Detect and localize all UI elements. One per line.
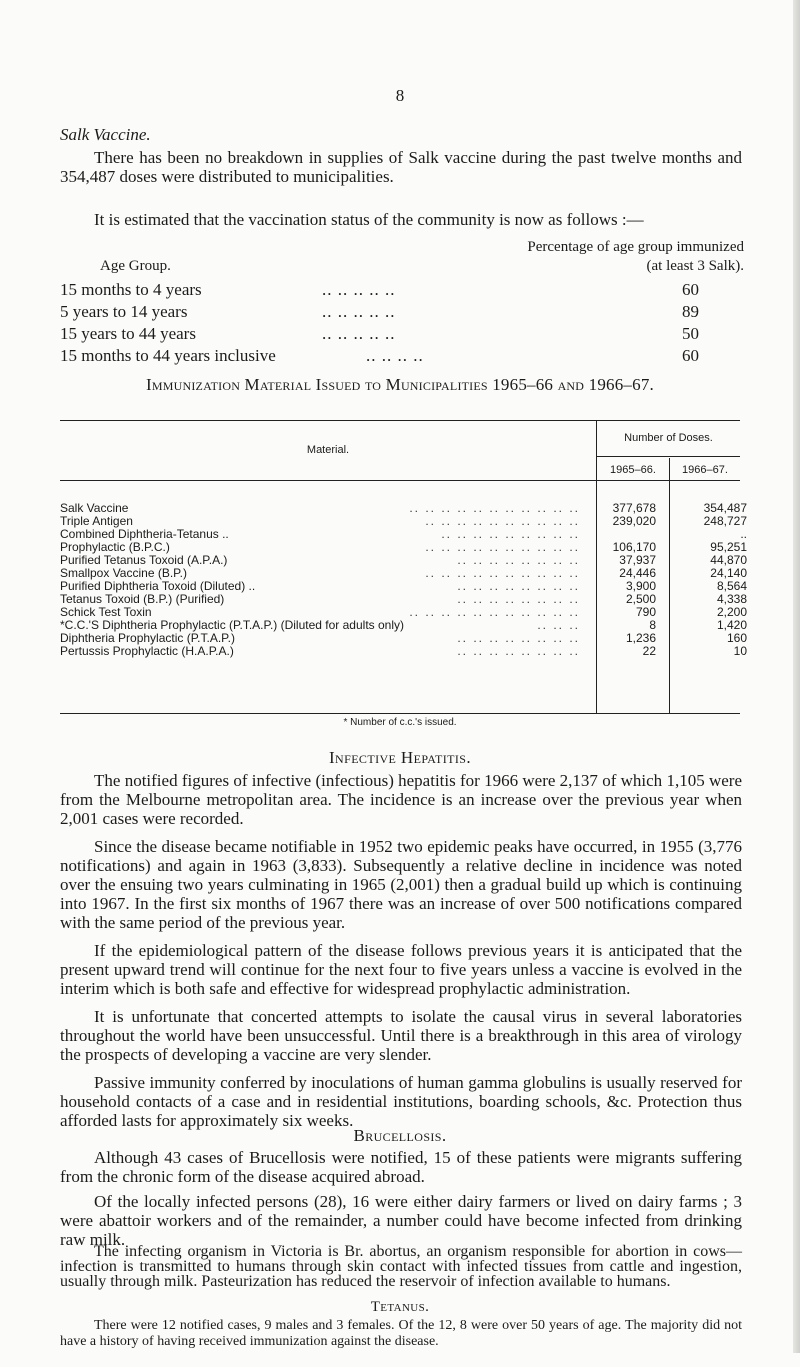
brucellosis-paragraph-3-wrap [60, 1244, 742, 1289]
table-row: .. .. .. *C.C.'S Diphtheria Prophylactic (P.T.A.P.) (Diluted for adults only) 8 1,420 [60, 618, 747, 632]
brucellosis-heading: Brucellosis. [353, 1126, 447, 1145]
age-row: 15 months to 44 years inclusive .. .. .. .. 60 [60, 346, 699, 365]
table-row: .. .. .. .. .. .. .. .. Purified Diphtheria Toxoid (Diluted) .. 3,900 8,564 [60, 579, 747, 593]
year-1966-67-header: 1966–67. [682, 464, 728, 476]
page-edge [793, 0, 800, 1353]
table-row: .. .. .. .. .. .. .. .. .. .. .. Schick Test Toxin 790 2,200 [60, 605, 747, 619]
tetanus-paragraph [60, 1318, 742, 1350]
immunization-table [60, 420, 747, 713]
table-row: .. .. .. .. .. .. .. .. Diphtheria Prophylactic (P.T.A.P.) 1,236 160 [60, 631, 747, 645]
table-bottom-rule [60, 713, 740, 714]
salk-heading: Salk Vaccine. [60, 125, 151, 144]
brucellosis-paragraph-text: The infecting organism in Victoria is Br. abortus, an organism responsible for abortion in cows—infection is transmitted to humans through skin contact with infected tissues from cattle and ingestion, usually through milk. Pasteurization has reduced the reservoir of infection available to humans. [60, 1243, 742, 1290]
brucellosis-paragraph [60, 1244, 742, 1289]
table-row: .. .. .. .. .. .. .. .. Tetanus Toxoid (B.P.) (Purified) 2,500 4,338 [60, 592, 747, 606]
doses-column-header: Number of Doses. [624, 432, 713, 444]
immunization-table-title: Immunization Material Issued to Municipalities 1965–66 and 1966–67. [146, 375, 654, 394]
table-row: .. .. .. .. .. .. .. .. Pertussis Prophylactic (H.A.P.A.) 22 10 [60, 644, 747, 658]
age-row: 15 years to 44 years .. .. .. .. .. 50 [60, 324, 699, 343]
tetanus-paragraph-text: There were 12 notified cases, 9 males and 3 females. Of the 12, 8 were over 50 years of age. The majority did not have a history of having received immunization against the disease. [60, 1318, 742, 1349]
hepatitis-paragraph: Since the disease became notifiable in 1952 two epidemic peaks have occurred, in 1955 (3,776 notifications) and again in 1963 (3,833). Subsequently a relative decline in incidence was noted over the ensuing two years culminating in 1965 (2,001) then a gradual build up which is continuing into 1967. In the first six months of 1967 there was an increase of over 500 notifications compared with the same period of the previous year. [60, 837, 742, 932]
age-table-header-percentage: Percentage of age group immunized (at least 3 Salk). [527, 239, 744, 274]
brucellosis-paragraph: Of the locally infected persons (28), 16 were either dairy farmers or lived on dairy farms ; 3 were abattoir workers and of the remainder, a number could have become infected from drinking raw milk. [60, 1192, 742, 1249]
table-row: .. .. .. .. .. .. .. .. .. Combined Diphtheria-Tetanus .. .. [60, 527, 747, 541]
table-row: .. .. .. .. .. .. .. .. Purified Tetanus Toxoid (A.P.A.) 37,937 44,870 [60, 553, 747, 567]
age-row: 15 months to 4 years .. .. .. .. .. 60 [60, 280, 699, 299]
salk-paragraph-2: It is estimated that the vaccination status of the community is now as follows :— [94, 210, 644, 229]
hepatitis-paragraph: The notified figures of infective (infectious) hepatitis for 1966 were 2,137 of which 1,105 were from the Melbourne metropolitan area. The incidence is an increase over the previous year when 2,001 cases were recorded. [60, 771, 742, 828]
material-column-header: Material. [306, 444, 350, 456]
hepatitis-paragraph: It is unfortunate that concerted attempts to isolate the causal virus in several laboratories throughout the world have been unsuccessful. Until there is a breakthrough in this area of virology the prospects of developing a vaccine are very slender. [60, 1007, 742, 1064]
hepatitis-paragraph: If the epidemiological pattern of the disease follows previous years it is anticipated that the present upward trend will continue for the next four to five years unless a vaccine is evolved in the interim which is both safe and effective for widespread prophylactic administration. [60, 941, 742, 998]
tetanus-final [60, 1318, 742, 1357]
brucellosis-paragraph: Although 43 cases of Brucellosis were notified, 15 of these patients were migrants suffering from the chronic form of the disease acquired abroad. [60, 1148, 742, 1186]
tetanus-heading-label: Tetanus. [370, 1299, 430, 1315]
doses-header-rule [597, 456, 740, 457]
year-1965-66-header: 1965–66. [610, 464, 656, 476]
header-bottom-rule [60, 480, 740, 481]
table-top-rule [60, 420, 740, 421]
table-row: .. .. .. .. .. .. .. .. .. .. .. Salk Vaccine 377,678 354,487 [60, 501, 747, 515]
page-number: 8 [395, 86, 405, 105]
salk-paragraph-1: There has been no breakdown in supplies of Salk vaccine during the past twelve months and 354,487 doses were distributed to municipalities. [60, 148, 742, 186]
hepatitis-heading: Infective Hepatitis. [329, 748, 471, 767]
table-row: .. .. .. .. .. .. .. .. .. .. Triple Antigen 239,020 248,727 [60, 514, 747, 528]
hepatitis-paragraph: Passive immunity conferred by inoculations of human gamma globulins is usually reserved for household contacts of a case and in residential institutions, boarding schools, &c. Protection thus afforded lasts for approximately six weeks. [60, 1073, 742, 1130]
age-row: 5 years to 14 years .. .. .. .. .. 89 [60, 302, 699, 321]
table-row: .. .. .. .. .. .. .. .. .. .. Prophylactic (B.P.C.) 106,170 95,251 [60, 540, 747, 554]
table-footnote: * Number of c.c.'s issued. [343, 717, 457, 728]
age-table-header-age-group: Age Group. [100, 258, 171, 274]
table-row: .. .. .. .. .. .. .. .. .. .. Smallpox Vaccine (B.P.) 24,446 24,140 [60, 566, 747, 580]
